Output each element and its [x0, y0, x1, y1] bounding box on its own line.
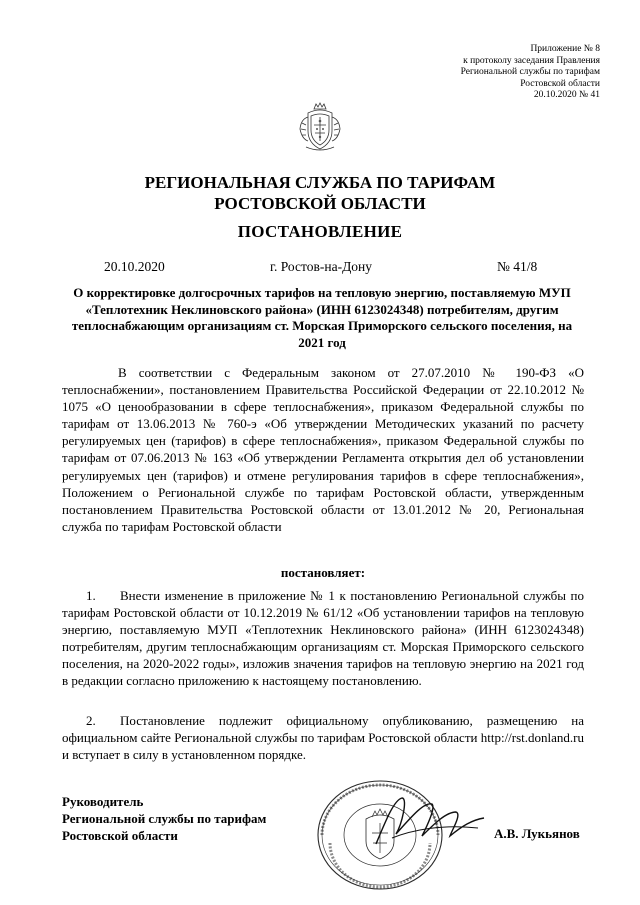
item-number: 2. [86, 713, 96, 728]
item-text: Внести изменение в приложение № 1 к постановлению Региональной службы по тарифам Ростовской области от 10.12.2019 № 61/12 «Об установлении тарифов на тепловую энергию, поставляемую МУП «Теплотехник Неклиновского района» (ИНН 6123024348) потребителям, другим теплоснабжающим организациям ст. Морская Приморского сельского поселения, на 2020-2022 годы», изложив значения тарифов на тепловую энергию на 2021 год в редакции согласно приложению к настоящему постановлению. [62, 588, 584, 689]
item-text: Постановление подлежит официальному опубликованию, размещению на официальном сайте Региональной службы по тарифам Ростовской области http://rst.donland.ru и вступает в силу в установленном порядке. [62, 713, 584, 763]
item-number: 1. [86, 588, 96, 603]
appendix-line: Приложение № 8 [530, 44, 600, 54]
appendix-line: Ростовской области [520, 78, 600, 89]
resolution-item [62, 712, 584, 763]
coat-of-arms-icon [298, 101, 342, 153]
document-subject: О корректировке долгосрочных тарифов на тепловую энергию, поставляемую МУП «Теплотехник Неклиновского района» (ИНН 6123024348) потребителям, другим теплоснабжающим организациям ст. Морская Приморского сельского поселения, на 2021 год [71, 285, 573, 350]
appendix-line: 20.10.2020 № 41 [533, 90, 600, 100]
signatory-title [62, 793, 266, 844]
agency-name [60, 172, 580, 214]
handwritten-signature-icon [372, 790, 490, 856]
resolution-item [62, 587, 584, 690]
signatory-title-line: Региональной службы по тарифам [62, 811, 267, 826]
signatory-title-line: Руководитель [62, 794, 144, 809]
signatory-name: А.В. Лукьянов [494, 826, 580, 841]
agency-name-line: РОСТОВСКОЙ ОБЛАСТИ [214, 194, 426, 213]
document-city: г. Ростов-на-Дону [270, 259, 373, 274]
appendix-line: Региональной службы по тарифам [460, 67, 600, 77]
document-date: 20.10.2020 [104, 259, 165, 274]
resolution-verb: постановляет: [280, 565, 366, 580]
agency-name-line: РЕГИОНАЛЬНАЯ СЛУЖБА ПО ТАРИФАМ [144, 173, 496, 192]
document-type: ПОСТАНОВЛЕНИЕ [237, 222, 403, 241]
appendix-note [360, 44, 600, 102]
signatory-title-line: Ростовской области [62, 828, 178, 843]
preamble-paragraph: В соответствии с Федеральным законом от 27.07.2010 № 190-ФЗ «О теплоснабжении», постановлением Правительства Российской Федерации от 22.10.2012 № 1075 «О ценообразовании в сфере теплоснабжения», приказом Федеральной службы по тарифам от 13.06.2013 № 760-э «Об утверждении Методических указаний по расчету регулируемых цен (тарифов) в сфере теплоснабжения», приказом Федеральной службы по тарифам от 07.06.2013 № 163 «Об утверждении Регламента открытия дел об установлении регулируемых цен (тарифов) и отмене регулирования тарифов в сфере теплоснабжения», Положением о Региональной службе по тарифам Ростовской области, утвержденным постановлением Правительства Ростовской области от 13.01.2012 № 20, Региональная служба по тарифам Ростовской области [62, 365, 584, 534]
appendix-line: к протоколу заседания Правления [463, 55, 600, 66]
document-number: № 41/8 [497, 259, 538, 274]
